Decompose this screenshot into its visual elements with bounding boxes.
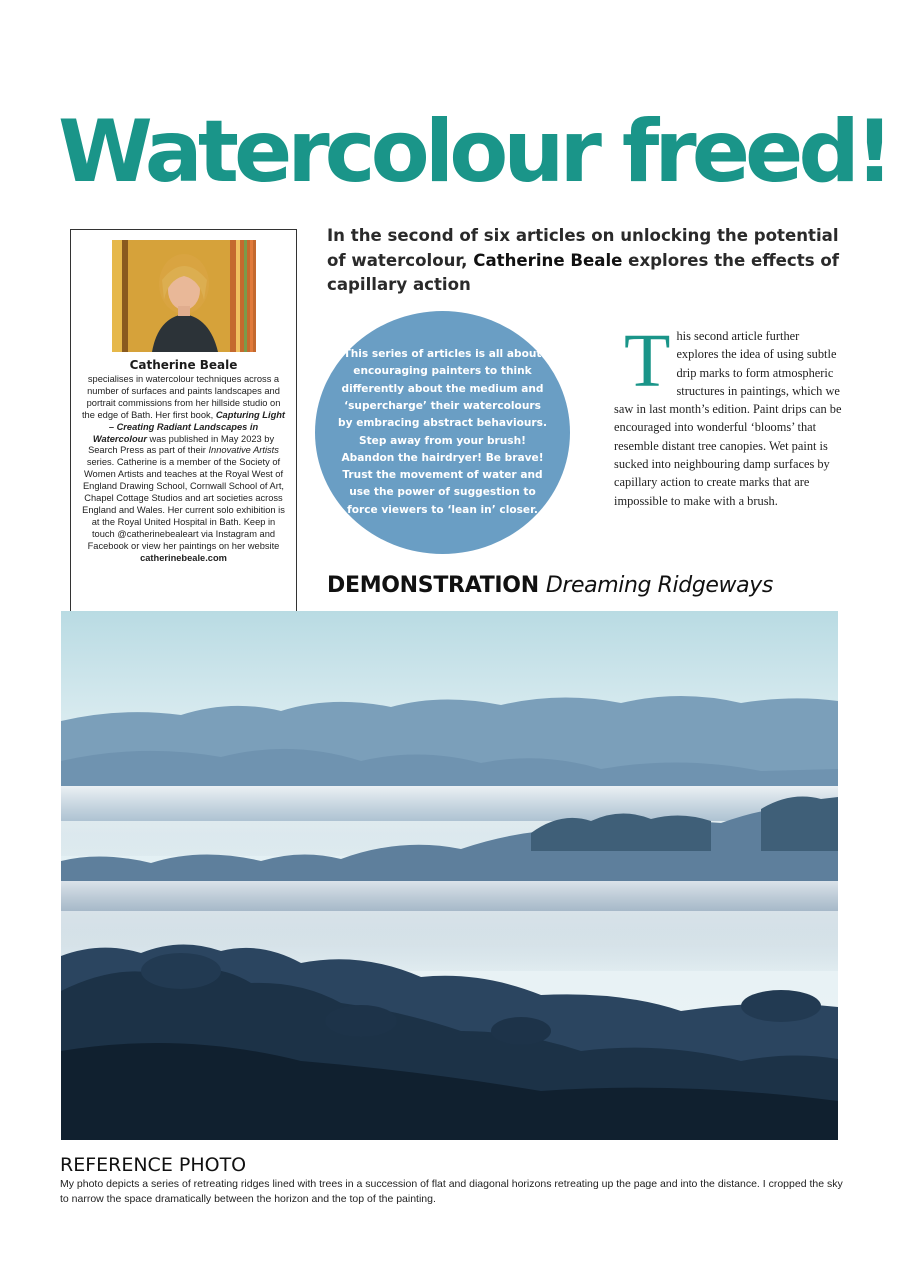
callout-circle bbox=[315, 311, 570, 554]
demonstration-title: Dreaming Ridgeways bbox=[545, 573, 773, 598]
misty-ridges-image bbox=[61, 611, 838, 1140]
bio-website-link[interactable]: catherinebeale.com bbox=[140, 552, 227, 563]
bio-text-2: was published in May 2023 by Search Press as part of their bbox=[88, 433, 275, 456]
reference-photo bbox=[61, 611, 838, 1140]
standfirst-text-2: explores the effects of capillary action bbox=[327, 250, 839, 294]
bio-book-title: Capturing Light – Creating Radiant Landscapes in Watercolour bbox=[92, 409, 286, 444]
reference-photo-caption: My photo depicts a series of retreating ridges lined with trees in a succession of flat and diagonal horizons retreating up the page and into the distance. I cropped the sky to narrow the space dramatically between the horizon and the top of the painting. bbox=[60, 1178, 843, 1206]
standfirst-text-1: In the second of six articles on unlocking the potential of watercolour, bbox=[327, 226, 839, 270]
standfirst bbox=[327, 224, 839, 298]
drop-cap: T bbox=[624, 319, 671, 403]
bio-series-name: Innovative Artists bbox=[208, 445, 279, 456]
author-name: Catherine Beale bbox=[129, 358, 238, 372]
author-portrait bbox=[112, 240, 256, 352]
article-title: Watercolour freed! bbox=[58, 102, 890, 202]
author-bio-box bbox=[70, 229, 297, 638]
demonstration-kicker: DEMONSTRATION bbox=[327, 573, 539, 598]
article-body bbox=[614, 319, 842, 510]
bio-text-3: series. Catherine is a member of the Society of Women Artists and teaches at the Royal West of England Drawing School, Cornwall School of Art, Chapel Cottage Studios and art societies across England and Wales. Her current solo exhibition is at the Royal United Hospital in Bath. Keep in touch @catherinebealeart via Instagram and Facebook or view her paintings on her website bbox=[82, 457, 285, 551]
standfirst-author: Catherine Beale bbox=[473, 250, 623, 270]
article-text: his second article further explores the idea of using subtle drip marks to form atmospheric structures in paintings, which we saw in last month’s edition. Paint drips can be encouraged into wonderful ‘blooms’ that resemble distant tree canopies. Wet paint is sucked into neighbouring damp surfaces by capillary action to create marks that are impossible to make with a brush. bbox=[614, 329, 842, 508]
demonstration-heading bbox=[327, 570, 847, 602]
bio-text-1: specialises in watercolour techniques across a number of surfaces and paints landscapes and portrait commissions from her hillside studio on the edge of Bath. Her first book, bbox=[81, 374, 281, 420]
callout-text: This series of articles is all about encouraging painters to think differently about the medium and ‘supercharge’ their watercolours by embracing abstract behaviours. Step away from your brush! Abandon the hairdryer! Be brave! Trust the movement of water and use the power of suggestion to force viewers to ‘lean in’ closer. bbox=[338, 348, 547, 516]
reference-photo-heading: REFERENCE PHOTO bbox=[60, 1154, 247, 1176]
author-bio-text bbox=[81, 374, 286, 565]
author-portrait-image bbox=[112, 240, 256, 352]
